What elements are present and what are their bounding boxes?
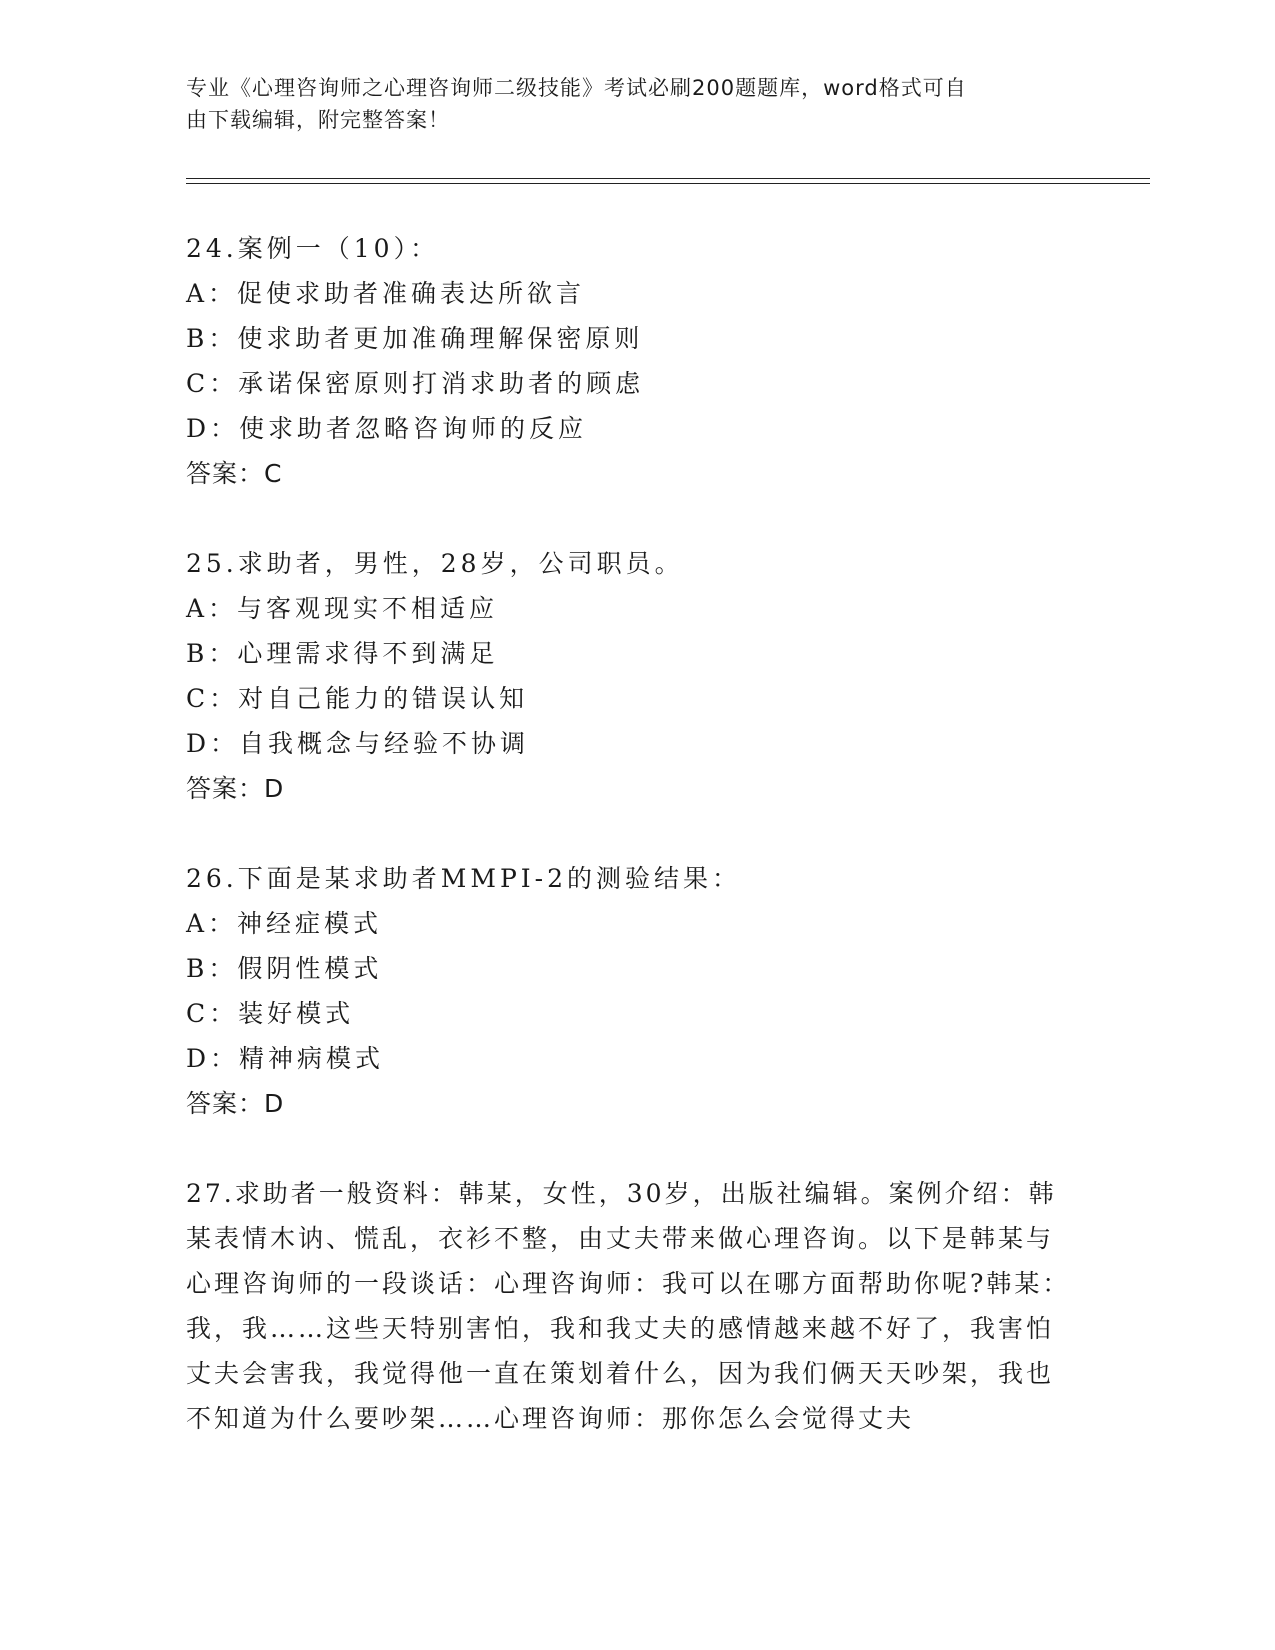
option-b: B：心理需求得不到满足 <box>186 639 499 668</box>
option-b: B：使求助者更加准确理解保密原则 <box>186 324 644 353</box>
question-stem: 26.下面是某求助者MMPI-2的测验结果： <box>186 864 742 893</box>
option-c: C：对自己能力的错误认知 <box>186 684 529 713</box>
question-stem: 24.案例一（10）： <box>186 234 440 263</box>
answer: 答案：C <box>186 459 283 488</box>
question-stem: 25.求助者，男性，28岁，公司职员。 <box>186 549 684 578</box>
question-stem: 27.求助者一般资料：韩某，女性，30岁，出版社编辑。案例介绍：韩某表情木讷、慌乱，衣衫不整，由丈夫带来做心理咨询。以下是韩某与心理咨询师的一段谈话：心理咨询师：我可以在哪方面帮助你呢?韩某：我，我……这些天特别害怕，我和我丈夫的感情越来越不好了，我害怕丈夫会害我，我觉得他一直在策划着什么，因为我们俩天天吵架，我也不知道为什么要吵架……心理咨询师：那你怎么会觉得丈夫 <box>186 1179 1071 1433</box>
header-rule-top <box>186 178 1150 179</box>
option-d: D：自我概念与经验不协调 <box>186 729 530 758</box>
header-rule-bottom <box>186 183 1150 184</box>
header-text <box>186 72 1066 136</box>
option-a: A：促使求助者准确表达所欲言 <box>186 279 586 308</box>
header-line-2: 由下载编辑，附完整答案！ <box>186 108 450 132</box>
option-a: A：神经症模式 <box>186 909 383 938</box>
option-c: C：承诺保密原则打消求助者的顾虑 <box>186 369 645 398</box>
option-d: D：使求助者忽略咨询师的反应 <box>186 414 588 443</box>
option-d: D：精神病模式 <box>186 1044 385 1073</box>
answer: 答案：D <box>186 774 285 803</box>
header-line-1: 专业《心理咨询师之心理咨询师二级技能》考试必刷200题题库，word格式可自 <box>186 76 967 100</box>
answer: 答案：D <box>186 1089 285 1118</box>
question-27 <box>186 1171 1086 1441</box>
question-24 <box>186 226 1086 496</box>
option-c: C：装好模式 <box>186 999 355 1028</box>
question-25 <box>186 541 1086 811</box>
option-a: A：与客观现实不相适应 <box>186 594 499 623</box>
question-26 <box>186 856 1086 1126</box>
option-b: B：假阴性模式 <box>186 954 383 983</box>
